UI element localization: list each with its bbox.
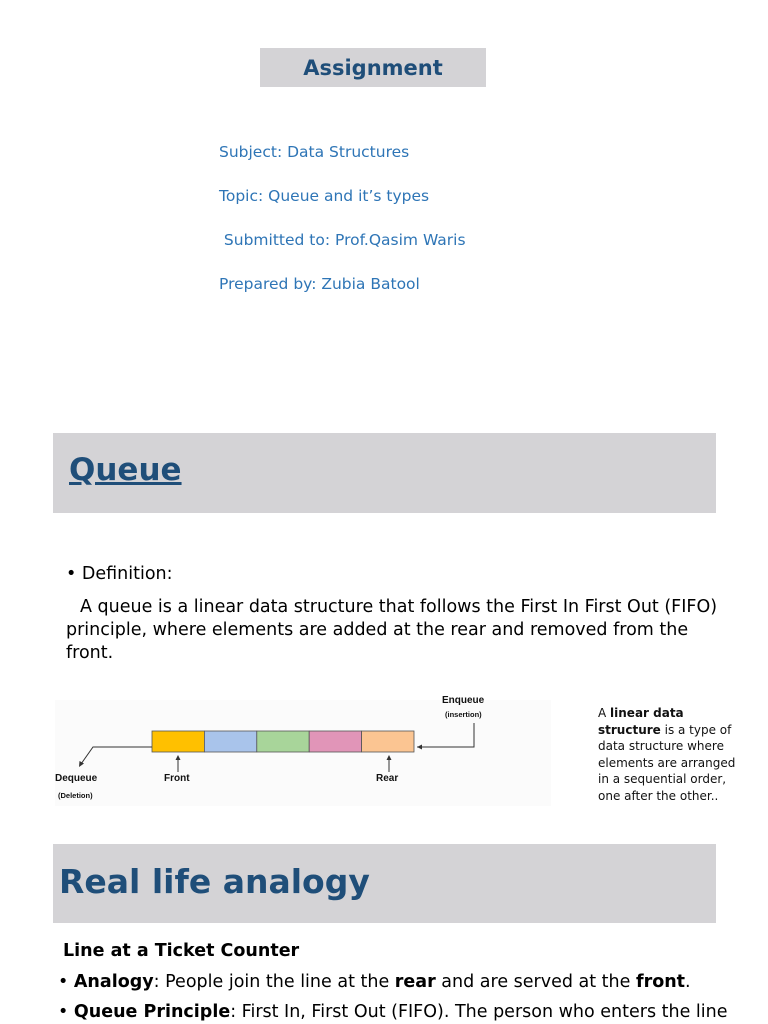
analogy-bullet bbox=[58, 972, 691, 992]
dequeue-arrowhead bbox=[79, 761, 84, 767]
analogy-heading: Real life analogy bbox=[59, 862, 370, 901]
front-label: Front bbox=[164, 773, 190, 784]
dequeue-label: Dequeue bbox=[55, 773, 98, 784]
rear-label: Rear bbox=[376, 773, 399, 784]
deletion-label: (Deletion) bbox=[58, 791, 93, 800]
front-arrowhead bbox=[176, 755, 181, 760]
linear-structure-note bbox=[598, 705, 738, 804]
queue-cell-5 bbox=[362, 731, 414, 752]
queue-cell-2 bbox=[204, 731, 256, 752]
insertion-label: (insertion) bbox=[445, 710, 482, 719]
subject-line: Subject: Data Structures bbox=[219, 143, 410, 161]
note-rest: is a type of data structure where elements are arranged in a sequential order, one after the other.. bbox=[598, 722, 736, 803]
analogy-text-3: . bbox=[685, 972, 691, 992]
note-prefix: A bbox=[598, 706, 611, 720]
queue-cell-1 bbox=[152, 731, 204, 752]
enqueue-arrowhead bbox=[417, 745, 422, 750]
analogy-rear-word: rear bbox=[394, 972, 436, 992]
enqueue-label: Enqueue bbox=[442, 695, 485, 706]
queue-cell-3 bbox=[257, 731, 309, 752]
dequeue-arrow bbox=[81, 747, 152, 764]
analogy-front-word: front bbox=[635, 972, 686, 992]
enqueue-arrow bbox=[417, 723, 474, 747]
note-bold-term: linear data structure bbox=[598, 706, 684, 737]
rear-arrowhead bbox=[387, 755, 392, 760]
principle-text: : First In, First Out (FIFO). The person who enters the line bbox=[230, 1002, 728, 1022]
queue-heading: Queue bbox=[69, 452, 182, 488]
queue-cells bbox=[152, 731, 414, 752]
analogy-label: Analogy bbox=[73, 972, 154, 992]
analogy-text-2: and are served at the bbox=[435, 972, 636, 992]
submitted-to-line: Submitted to: Prof.Qasim Waris bbox=[219, 231, 466, 249]
ticket-counter-title: Line at a Ticket Counter bbox=[63, 941, 300, 961]
bullet-mark: • bbox=[58, 1002, 74, 1022]
definition-text: A queue is a linear data structure that follows the First In First Out (FIFO) principle, where elements are added at the rear and removed from the front. bbox=[66, 597, 718, 663]
principle-bullet bbox=[58, 1002, 728, 1022]
topic-line: Topic: Queue and it’s types bbox=[219, 187, 430, 205]
definition-bullet: • Definition: bbox=[66, 564, 173, 584]
prepared-by-line: Prepared by: Zubia Batool bbox=[219, 275, 420, 293]
bullet-mark: • bbox=[58, 972, 74, 992]
analogy-text-1: : People join the line at the bbox=[153, 972, 395, 992]
principle-label: Queue Principle bbox=[73, 1002, 231, 1022]
queue-cell-4 bbox=[309, 731, 361, 752]
queue-diagram bbox=[55, 695, 551, 806]
assignment-title: Assignment bbox=[260, 48, 486, 87]
